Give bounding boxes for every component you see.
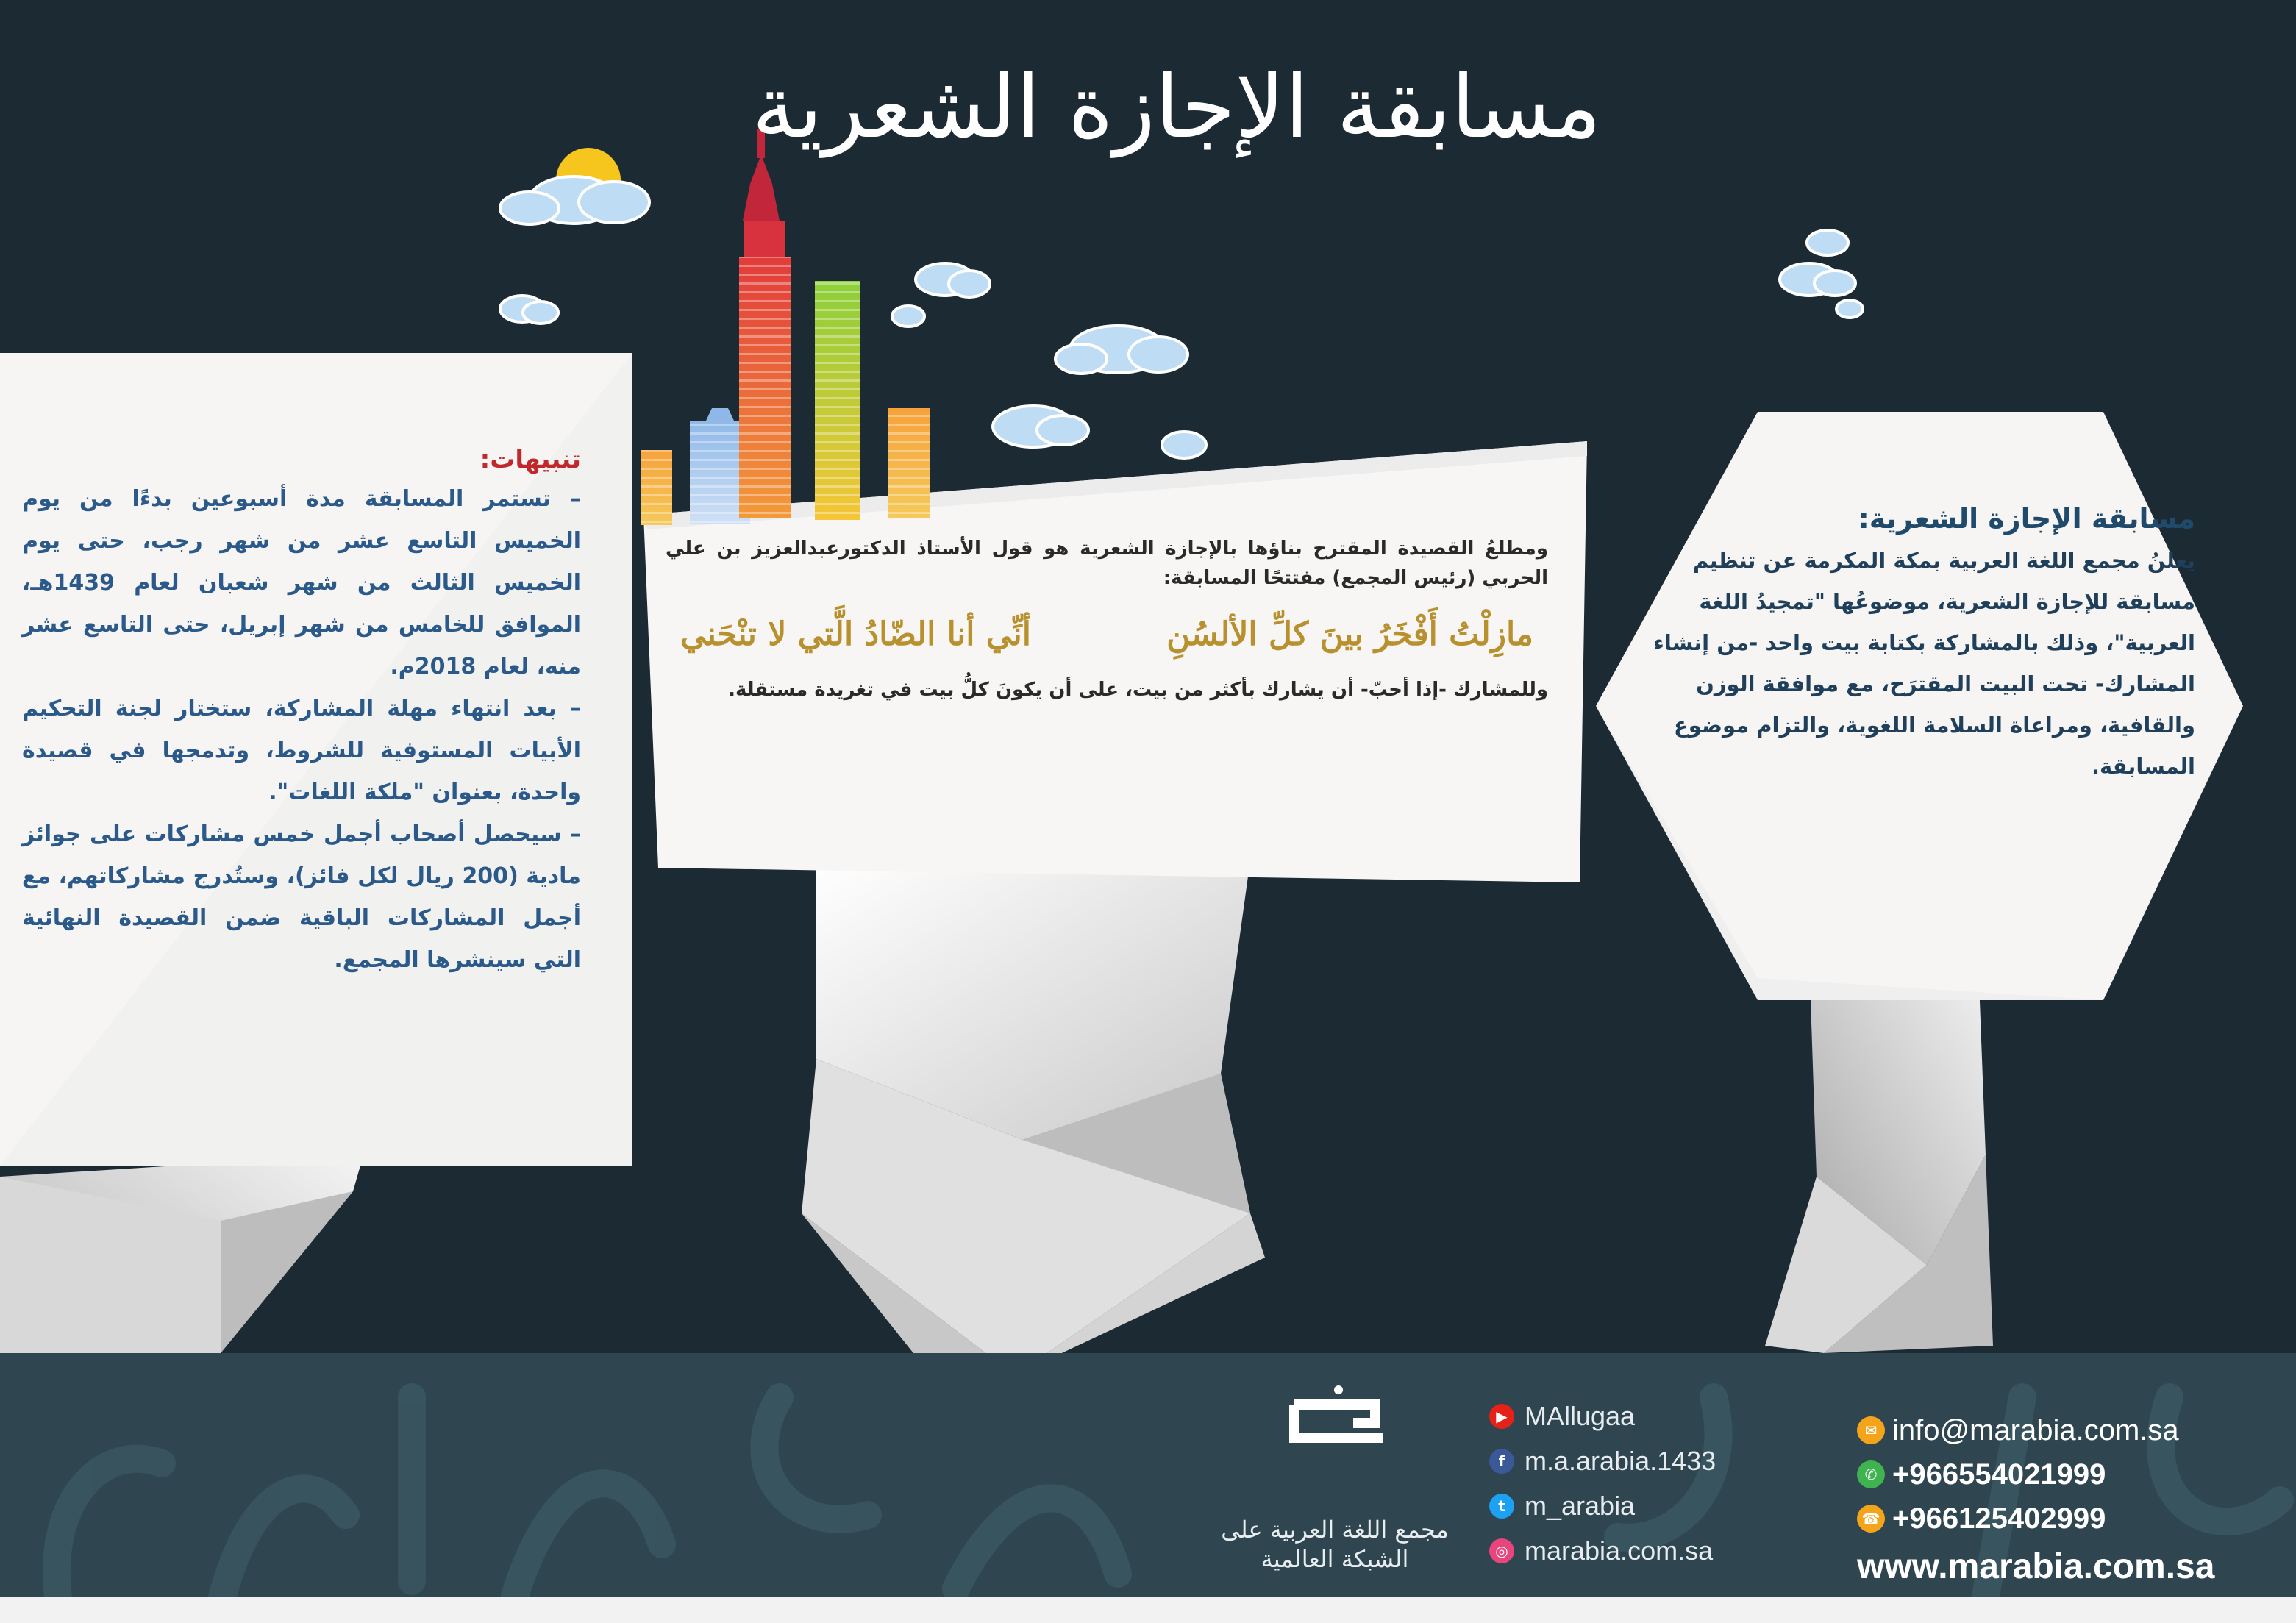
academy-logo-text: مجمع اللغة العربية على الشبكة العالمية xyxy=(1221,1516,1449,1573)
about-heading: مسابقة الإجازة الشعرية: xyxy=(1858,502,2195,535)
social-handle: m_arabia xyxy=(1525,1490,1636,1521)
social-link-website[interactable] xyxy=(1489,1528,1813,1573)
contact-text: info@marabia.com.sa xyxy=(1892,1413,2179,1447)
about-body: يعلنُ مجمع اللغة العربية بمكة المكرمة عن تنظيم مسابقة للإجازة الشعرية، موضوعُها "تمجيدُ اللغة العربية"، وذلك بالمشاركة بكتابة بيت واحد -من إنشاء المشارك- تحت البيت المقترَح، مع موافقة الوزن والقافية، ومراعاة السلامة اللغوية، والتزام موضوع المسابقة. xyxy=(1653,548,2195,779)
notice-item: – سيحصل أصحاب أجمل خمس مشاركات على جوائز مادية (200 ريال لكل فائز)، وستُدرج مشاركاتهم، مع أجمل المشاركات الباقية ضمن القصيدة النهائية التي سينشرها المجمع. xyxy=(22,821,581,973)
about-panel xyxy=(1607,497,2195,787)
social-link-facebook[interactable] xyxy=(1489,1438,1813,1483)
website-icon: ◎ xyxy=(1489,1538,1514,1563)
email-icon: ✉ xyxy=(1857,1416,1885,1444)
verse-panel xyxy=(666,534,1548,705)
verse-outro: وللمشارك -إذا أحبّ- أن يشارك بأكثر من بيت، على أن يكونَ كلُّ بيت في تغريدة مستقلة. xyxy=(728,679,1548,701)
twitter-icon: t xyxy=(1489,1494,1514,1519)
page-title: مسابقة الإجازة الشعرية xyxy=(752,56,1602,157)
whatsapp-icon: ✆ xyxy=(1857,1460,1885,1488)
notices-panel xyxy=(22,441,581,981)
phone-icon: ☎ xyxy=(1857,1505,1885,1533)
contact-info xyxy=(1857,1408,2269,1587)
verse-intro: ومطلعُ القصيدة المقترح بناؤها بالإجازة الشعرية هو قول الأستاذ الدكتورعبدالعزيز بن علي الحربي (رئيس المجمع) مفتتحًا المسابقة: xyxy=(666,538,1548,589)
website-link[interactable]: www.marabia.com.sa xyxy=(1857,1547,2215,1586)
facebook-icon: f xyxy=(1489,1449,1514,1474)
notice-item: – بعد انتهاء مهلة المشاركة، ستختار لجنة التحكيم الأبيات المستوفية للشروط، وتدمجها في قصيدة واحدة، بعنوان "ملكة اللغات". xyxy=(22,696,581,805)
social-link-twitter[interactable] xyxy=(1489,1483,1813,1528)
contact-text: +966125402999 xyxy=(1892,1502,2106,1535)
verse-second-hemistich: أنِّي أنا الضّادُ الَّتي لا تنْحَني xyxy=(680,616,1031,653)
verse-first-hemistich: مازِلْتُ أَفْخَرُ بينَ كلِّ الألسُنِ xyxy=(1166,616,1533,653)
social-links xyxy=(1489,1394,1813,1573)
academy-logo-icon xyxy=(1265,1383,1412,1456)
notice-item: – تستمر المسابقة مدة أسبوعين بدءًا من يوم الخميس التاسع عشر من شهر رجب، حتى يوم الخميس الثالث من شهر شعبان لعام 1439هـ، الموافق للخامس من شهر إبريل، حتى التاسع عشر منه، لعام 2018م. xyxy=(22,486,581,679)
sun-and-clouds xyxy=(500,148,1863,458)
contact-text: +966554021999 xyxy=(1892,1458,2106,1491)
contact-whatsapp[interactable] xyxy=(1857,1452,2269,1497)
contact-phone[interactable] xyxy=(1857,1497,2269,1541)
contact-email[interactable] xyxy=(1857,1408,2269,1452)
youtube-icon: ▶ xyxy=(1489,1404,1514,1429)
notices-heading: تنبيهات: xyxy=(479,445,581,474)
social-handle: MAllugaa xyxy=(1525,1400,1636,1431)
social-link-youtube[interactable] xyxy=(1489,1394,1813,1438)
social-handle: m.a.arabia.1433 xyxy=(1525,1445,1716,1476)
social-handle: marabia.com.sa xyxy=(1525,1535,1714,1566)
city-buildings xyxy=(641,129,930,525)
poetic-verse xyxy=(680,602,1533,668)
